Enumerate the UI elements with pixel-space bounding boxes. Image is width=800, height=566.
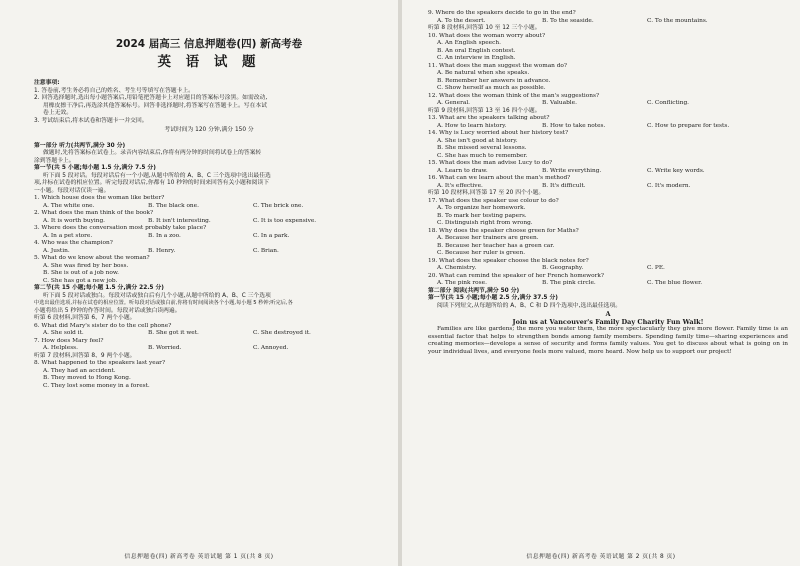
question-stem: 6. What did Mary's sister do to the cell phone? — [34, 322, 172, 329]
notes-heading: 注意事项: — [34, 80, 60, 86]
question-stem: 4. Who was the champion? — [34, 240, 113, 246]
page-footer: 信息押题卷(四) 新高考卷 英语试题 第 2 页(共 8 页) — [526, 554, 676, 560]
time-score: 考试时间为 120 分钟,满分 150 分 — [164, 127, 254, 133]
option-a: A. To the desert. — [437, 17, 486, 24]
option-b: B. Because her teacher has a green car. — [437, 242, 555, 249]
question-stem: 12. What does the woman think of the man's suggestions? — [428, 92, 600, 99]
section2-intro: 中选出最佳选项,并标在试卷的相应位置。听每段对话或独白前,你将有时间阅读各个小题,每小题 5 秒钟;听完后,各 — [34, 300, 293, 306]
question-options — [428, 280, 788, 288]
option-a: A. It is worth buying. — [43, 217, 105, 224]
option-c: C. She destroyed it. — [253, 330, 311, 336]
option-a: A. To organize her homework. — [437, 205, 526, 211]
question-options — [428, 123, 788, 131]
question-stem: 8. What happened to the speakers last year? — [34, 360, 166, 366]
passage-text: Families are like gardens; the more you water them, the more spectacularly they give more flower. Family time is an essential factor that helps to strengthen bonds among family members. Spending family time—sharing experiences and creating memories—develops a sense of security and forms family values. You get to discuss about what is going on in your individual lives, and everyone feels more valued, more heard. Now help us to support our project! — [428, 326, 788, 355]
option-b: B. Remember her answers in advance. — [437, 77, 551, 84]
section2-heading: 第二节(共 15 小题;每小题 1.5 分,满分 22.5 分) — [34, 285, 164, 291]
question-options — [428, 18, 788, 26]
part1-intro: 做题时,先将答案标在试卷上。录音内容结束后,你将有两分钟的时间将试卷上的答案转 — [43, 150, 262, 156]
exam-page-2 — [402, 0, 800, 566]
question-stem: 9. Where do the speakers decide to go in the end? — [428, 10, 576, 16]
passage-letter: A — [605, 310, 611, 318]
question-stem: 13. What are the speakers talking about? — [428, 115, 550, 121]
note-line: 3. 考试结束后,将本试卷和答题卡一并交回。 — [34, 117, 148, 124]
question-options — [34, 203, 384, 211]
part1-heading: 第一部分 听力(共两节,满分 30 分) — [34, 142, 126, 149]
option-c: C. Write key words. — [647, 167, 705, 174]
option-a: A. An English speech. — [437, 40, 501, 46]
question-options — [34, 248, 384, 256]
section2-intro: 听下面 5 段对话或独白。每段对话或独白后有几个小题,从题中所给的 A、B、C 三个选项 — [43, 292, 271, 299]
page-footer: 信息押题卷(四) 新高考卷 英语试题 第 1 页(共 8 页) — [124, 554, 274, 560]
option-c: C. It's modern. — [647, 182, 691, 189]
material-instruction: 听第 10 段材料,回答第 17 至 20 四个小题。 — [428, 190, 545, 196]
option-a: A. Chemistry. — [437, 265, 477, 271]
option-b: B. It isn't interesting. — [148, 217, 211, 224]
note-line: 2. 回答选择题时,选出每小题答案后,用铅笔把答题卡上对应题目的答案标号涂黑。如需改动, — [34, 95, 268, 101]
material-instruction: 听第 7 段材料,回答第 8、9 两个小题。 — [34, 352, 136, 359]
option-c: C. Because her ruler is green. — [437, 250, 526, 256]
option-b: B. Valuable. — [542, 100, 577, 106]
question-stem: 15. What does the man advise Lucy to do? — [428, 160, 553, 166]
question-options — [428, 183, 788, 191]
option-b: B. It's difficult. — [542, 182, 586, 189]
section1-intro: 听下面 5 段对话。每段对话后有一个小题,从题中所给的 A、B、C 三个选项中选出最佳选 — [43, 172, 271, 179]
question-stem: 3. Where does the conversation most probably take place? — [34, 225, 207, 231]
question-options — [34, 345, 384, 353]
section1-heading: 第一节(共 5 小题;每小题 1.5 分,满分 7.5 分) — [34, 165, 156, 171]
question-stem: 16. What can we learn about the man's method? — [428, 175, 571, 181]
option-c: C. To the mountains. — [647, 17, 708, 24]
option-b: B. The black one. — [148, 202, 199, 209]
question-stem: 7. How does Mary feel? — [34, 337, 104, 344]
option-a: A. General. — [437, 100, 471, 106]
question-stem: 20. What can remind the speaker of her French homework? — [428, 272, 604, 279]
part2-heading: 第二部分 阅读(共两节,满分 50 分) — [428, 287, 520, 294]
option-b: B. She got it wet. — [148, 330, 199, 336]
option-c: C. Show herself as much as possible. — [437, 85, 546, 91]
option-b: B. She is out of a job now. — [43, 270, 119, 276]
option-b: B. Write everything. — [542, 167, 602, 174]
option-b: B. Worried. — [148, 345, 182, 351]
option-a: A. Be natural when she speaks. — [437, 70, 530, 76]
question-stem: 11. What does the man suggest the woman do? — [428, 62, 568, 69]
question-options — [34, 330, 384, 338]
option-c: C. It is too expensive. — [253, 217, 317, 224]
question-stem: 1. Which house does the woman like better? — [34, 195, 165, 201]
option-a: A. Helpless. — [43, 345, 78, 351]
material-instruction: 听第 6 段材料,回答第 6、7 两个小题。 — [34, 315, 136, 321]
option-a: A. How to learn history. — [437, 122, 507, 129]
section1-intro: 一小题。每段对话仅读一遍。 — [34, 187, 110, 194]
option-b: B. They moved to Hong Kong. — [43, 375, 131, 381]
option-a: A. She sold it. — [43, 330, 84, 336]
option-a: A. They had an accident. — [43, 367, 116, 374]
option-b: B. To the seaside. — [542, 17, 594, 24]
section2-intro: 小题将给出 5 秒钟的作答时间。每段对话或独白读两遍。 — [34, 307, 181, 314]
option-a: A. It's effective. — [437, 182, 483, 189]
note-line: 卷上无效。 — [43, 110, 72, 116]
option-c: C. Brian. — [253, 247, 279, 254]
question-stem: 18. Why does the speaker choose green for Maths? — [428, 227, 579, 234]
question-stem: 2. What does the man think of the book? — [34, 210, 154, 216]
option-a: A. She was fired by her boss. — [43, 262, 129, 269]
question-options — [34, 233, 384, 241]
question-stem: 10. What does the woman worry about? — [428, 32, 546, 39]
option-c: C. Conflicting. — [647, 100, 690, 106]
question-stem: 5. What do we know about the woman? — [34, 255, 150, 261]
option-a: A. In a pet store. — [43, 232, 93, 239]
exam-title: 2024 届高三 信息押题卷(四) 新高考卷 — [115, 38, 303, 50]
option-c: C. She has much to remember. — [437, 152, 528, 159]
option-b: B. Henry. — [148, 247, 176, 254]
option-c: C. The blue flower. — [647, 280, 703, 286]
question-options — [428, 168, 788, 176]
material-instruction: 听第 9 段材料,回答第 13 至 16 四个小题。 — [428, 107, 541, 114]
question-stem: 14. Why is Lucy worried about her history test? — [428, 130, 569, 136]
option-b: B. An oral English contest. — [437, 47, 516, 54]
part1-intro: 涂到答题卡上。 — [34, 157, 75, 164]
note-line: 用橡皮擦干净后,再选涂其他答案标号。回答非选择题时,将答案写在答题卡上。写在本试 — [43, 102, 267, 109]
option-c: C. How to prepare for tests. — [647, 122, 730, 129]
question-options — [34, 218, 384, 226]
option-b: B. She missed several lessons. — [437, 145, 527, 151]
part2-intro: 阅读下列短文,从每题所给的 A、B、C 和 D 四个选项中,选出最佳选项。 — [437, 302, 622, 309]
option-c: C. Annoyed. — [253, 345, 289, 351]
option-c: C. An interview in English. — [437, 55, 516, 61]
option-a: A. Justin. — [43, 247, 70, 254]
part2-section1-heading: 第一节(共 15 小题;每小题 2.5 分,满分 37.5 分) — [428, 295, 558, 301]
question-options — [428, 265, 788, 273]
material-instruction: 听第 8 段材料,回答第 10 至 12 三个小题。 — [428, 25, 541, 31]
question-options — [428, 100, 788, 108]
option-a: A. She isn't good at history. — [437, 137, 518, 144]
option-c: C. PE. — [647, 265, 665, 271]
option-c: C. She has got a new job. — [43, 277, 118, 284]
option-a: A. Learn to draw. — [437, 167, 488, 174]
option-a: A. The pink rose. — [437, 280, 487, 286]
option-b: B. To mark her testing papers. — [437, 212, 527, 219]
option-a: A. The white one. — [43, 202, 95, 209]
section1-intro: 项,并标在试卷的相应位置。听完每段对话后,你都有 10 秒钟的时间来回答有关小题和阅读下 — [34, 180, 270, 186]
exam-page-1 — [0, 0, 398, 566]
option-b: B. The pink circle. — [542, 280, 596, 286]
option-b: B. In a zoo. — [148, 232, 181, 239]
option-b: B. How to take notes. — [542, 122, 606, 129]
option-c: C. Distinguish right from wrong. — [437, 220, 533, 226]
question-stem: 17. What does the speaker use colour to do? — [428, 197, 559, 204]
passage-title: Join us at Vancouver's Family Day Charity Fun Walk! — [512, 318, 704, 326]
subject-title: 英 语 试 题 — [157, 54, 261, 70]
option-a: A. Because her trainers are green. — [437, 235, 539, 241]
question-stem: 19. What does the speaker choose the black notes for? — [428, 257, 589, 264]
option-c: C. The brick one. — [253, 202, 304, 209]
option-b: B. Geography. — [542, 265, 584, 271]
option-c: C. They lost some money in a forest. — [43, 382, 150, 389]
note-line: 1. 答卷前,考生务必将自己的姓名、考生号等填写在答题卡上。 — [34, 87, 194, 94]
option-c: C. In a park. — [253, 232, 290, 239]
